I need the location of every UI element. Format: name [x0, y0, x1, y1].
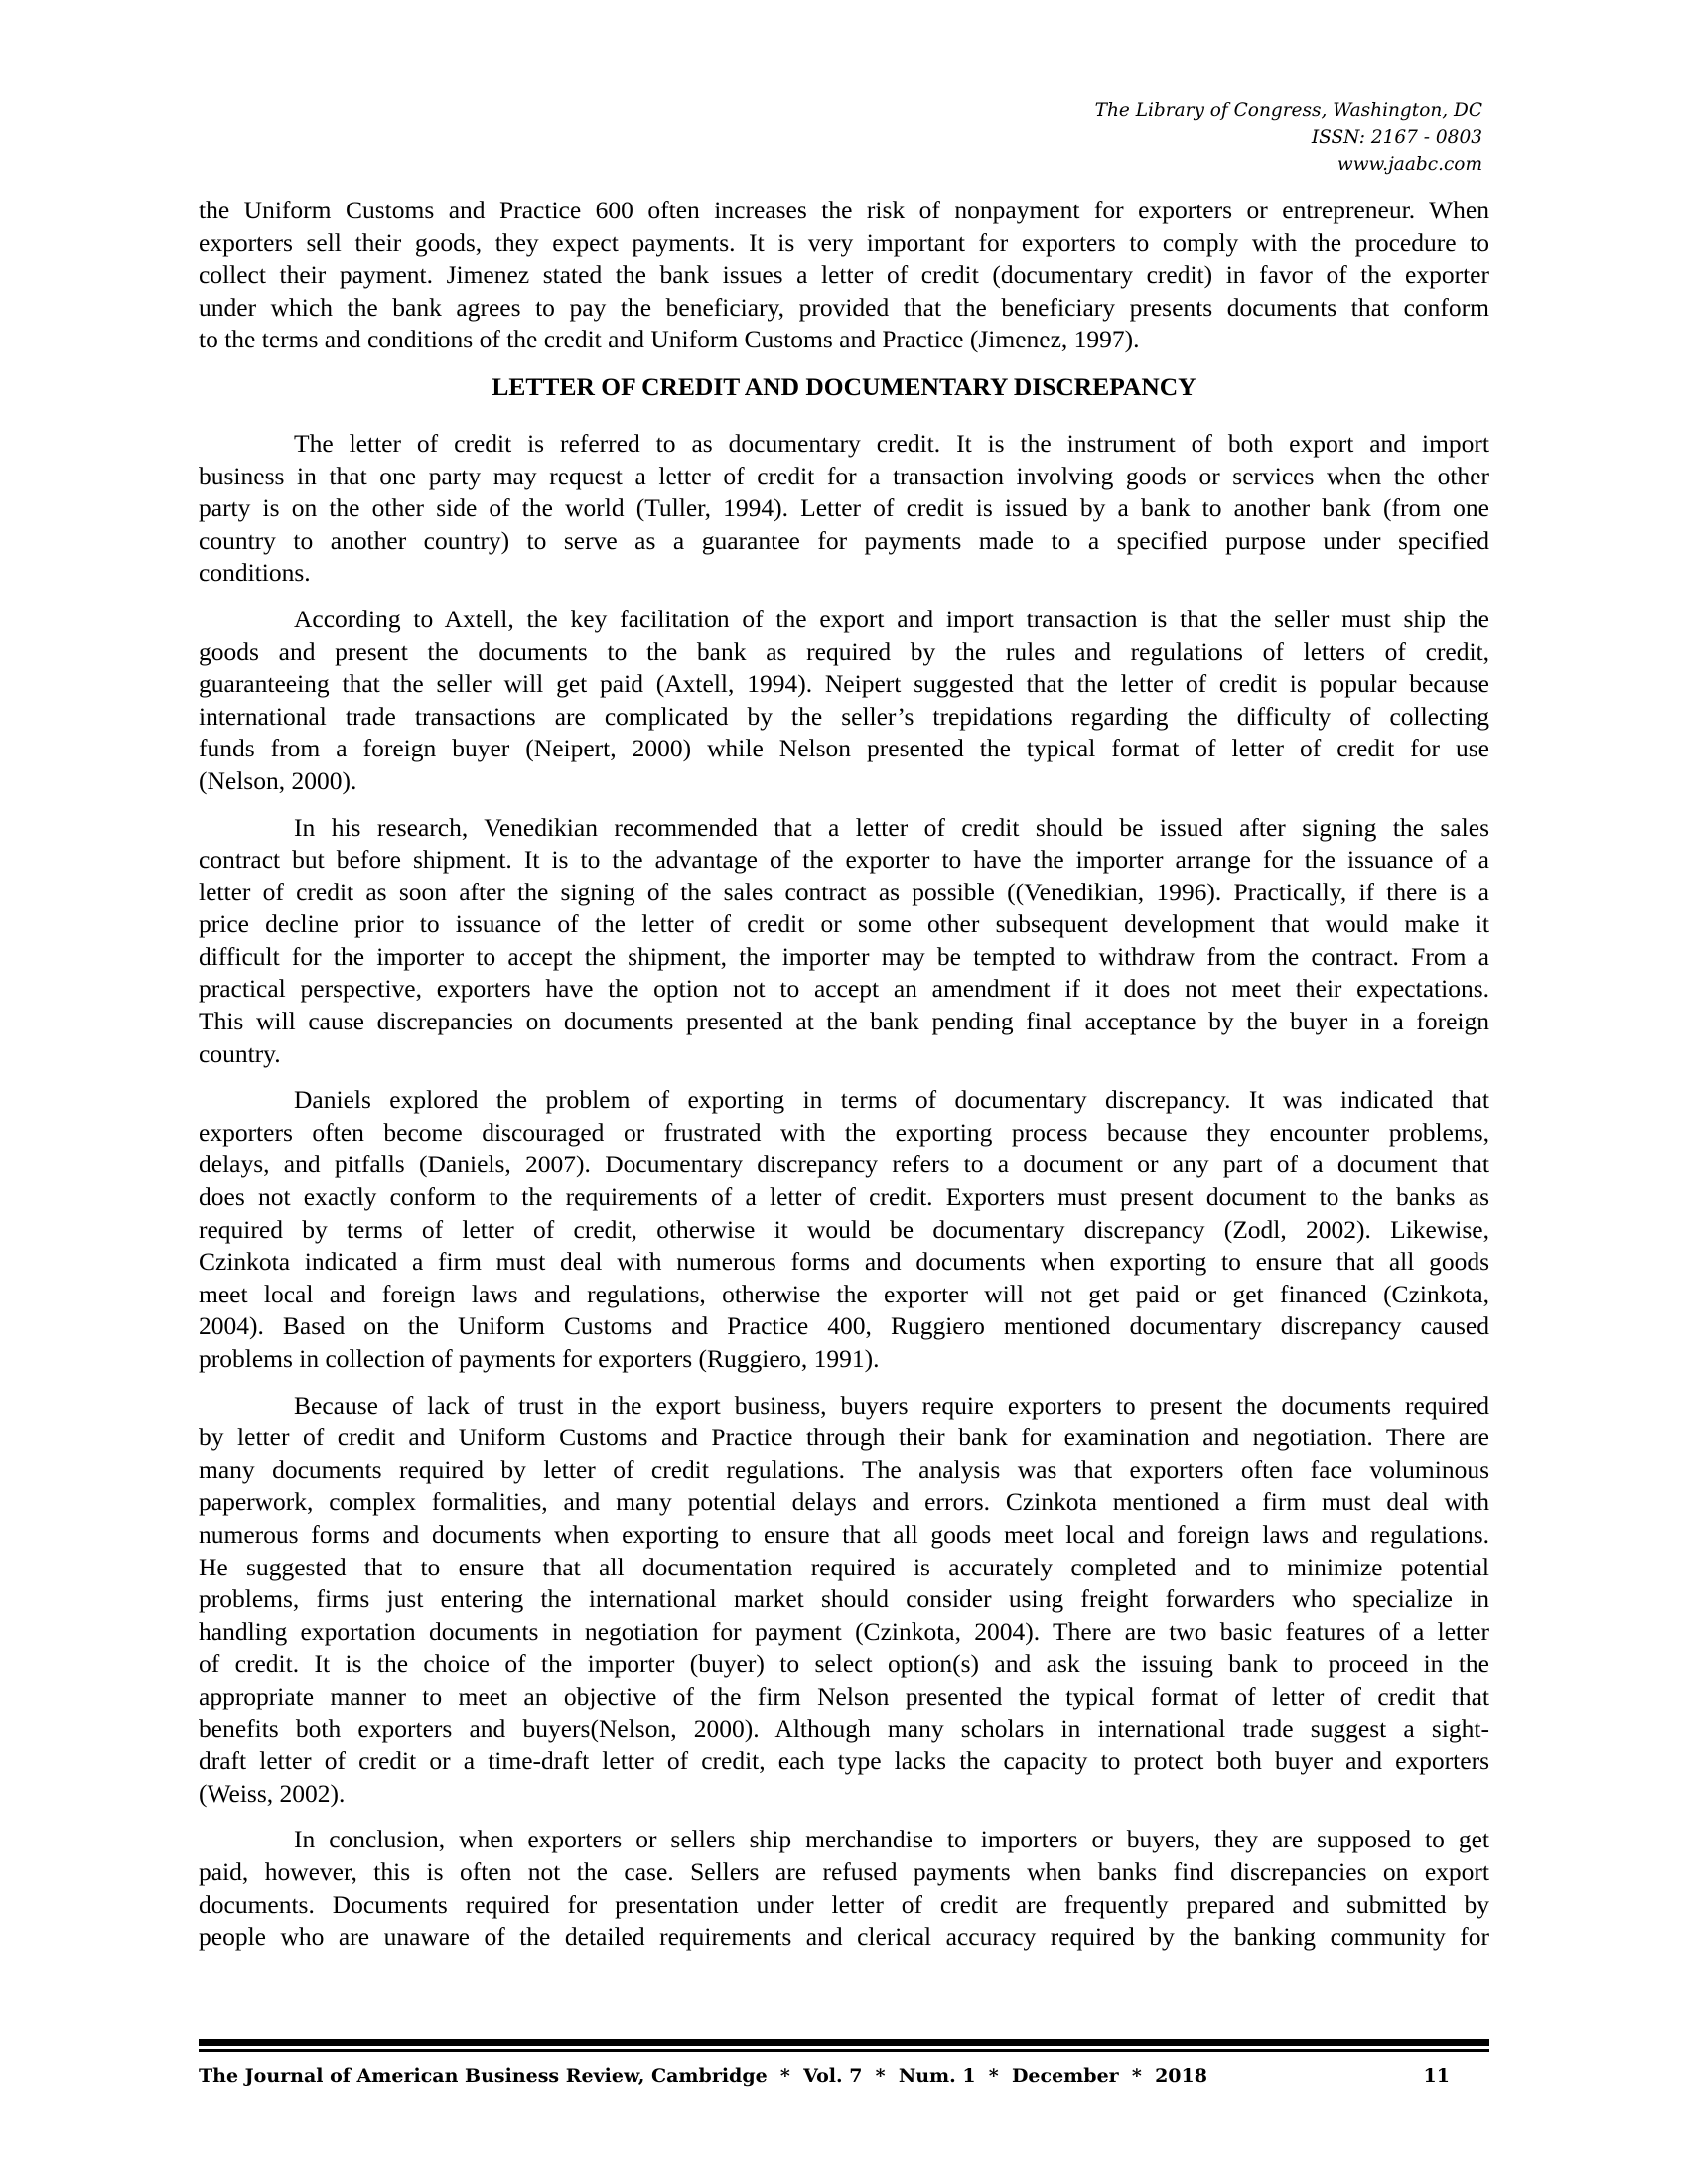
paragraph: [199, 812, 1489, 1071]
text-line: Daniels explored the problem of exporting in terms of documentary discrepancy. It was indicated that: [294, 1085, 1489, 1115]
text-line: international trade transactions are complicated by the seller’s trepidations regarding the difficulty of collecting: [199, 701, 1489, 731]
text-line: of credit. It is the choice of the importer (buyer) to select option(s) and ask the issuing bank to proceed in the: [199, 1649, 1489, 1679]
header-website: www.jaabc.com: [1336, 154, 1482, 175]
text-line: In conclusion, when exporters or sellers ship merchandise to importers or buyers, they are supposed to get: [294, 1825, 1489, 1854]
text-line: 2004). Based on the Uniform Customs and Practice 400, Ruggiero mentioned documentary discrepancy caused: [199, 1311, 1489, 1341]
text-line: (Weiss, 2002).: [199, 1778, 346, 1808]
text-line: benefits both exporters and buyers(Nelson, 2000). Although many scholars in international trade suggest a sight-: [199, 1713, 1489, 1743]
page-footer: [199, 2061, 1489, 2091]
text-line: collect their payment. Jimenez stated the bank issues a letter of credit (documentary credit) in favor of the exporter: [199, 260, 1489, 290]
text-line: According to Axtell, the key facilitation of the export and import transaction is that the seller must ship the: [294, 604, 1489, 633]
text-line: difficult for the importer to accept the shipment, the importer may be tempted to withdraw from the contract. From a: [199, 941, 1489, 971]
text-line: party is on the other side of the world (Tuller, 1994). Letter of credit is issued by a bank to another bank (from one: [199, 493, 1489, 523]
paragraph: [199, 1824, 1489, 1953]
text-line: by letter of credit and Uniform Customs and Practice through their bank for examination and negotiation. There are: [199, 1423, 1489, 1452]
text-line: In his research, Venedikian recommended that a letter of credit should be issued after signing the sales: [294, 812, 1489, 842]
text-line: practical perspective, exporters have the option not to accept an amendment if it does not meet their expectations.: [199, 974, 1489, 1004]
text-line: country to another country) to serve as a guarantee for payments made to a specified purpose under specified: [199, 525, 1489, 555]
article-body: [199, 195, 1489, 1968]
header-issn: ISSN: 2167 - 0803: [1311, 127, 1482, 148]
text-line: price decline prior to issuance of the letter of credit or some other subsequent development that would make it: [199, 909, 1489, 939]
text-line: appropriate manner to meet an objective of the firm Nelson presented the typical format of letter of credit that: [199, 1681, 1489, 1710]
text-line: Because of lack of trust in the export business, buyers require exporters to present the documents required: [294, 1390, 1489, 1420]
text-line: delays, and pitfalls (Daniels, 2007). Documentary discrepancy refers to a document or any part of a document that: [199, 1150, 1489, 1179]
text-line: He suggested that to ensure that all documentation required is accurately completed and to minimize potential: [199, 1552, 1489, 1581]
intro-paragraph: [199, 195, 1489, 356]
text-line: business in that one party may request a letter of credit for a transaction involving goods or services when the other: [199, 461, 1489, 490]
text-line: many documents required by letter of credit regulations. The analysis was that exporters often face voluminous: [199, 1454, 1489, 1484]
section-heading: LETTER OF CREDIT AND DOCUMENTARY DISCREPANCY: [492, 371, 1196, 401]
text-line: meet local and foreign laws and regulations, otherwise the exporter will not get paid or get financed (Czinkota,: [199, 1279, 1489, 1308]
text-line: paid, however, this is often not the case. Sellers are refused payments when banks find discrepancies on export: [199, 1856, 1489, 1886]
paragraph: [199, 428, 1489, 590]
text-line: draft letter of credit or a time-draft letter of credit, each type lacks the capacity to protect both buyer and exporters: [199, 1746, 1489, 1776]
text-line: guaranteeing that the seller will get paid (Axtell, 1994). Neipert suggested that the letter of credit is popular because: [199, 669, 1489, 699]
text-line: under which the bank agrees to pay the beneficiary, provided that the beneficiary presents documents that conform: [199, 292, 1489, 322]
text-line: exporters often become discouraged or frustrated with the exporting process because they encounter problems,: [199, 1117, 1489, 1147]
text-line: contract but before shipment. It is to the advantage of the exporter to have the importer arrange for the issuance of a: [199, 845, 1489, 875]
text-line: letter of credit as soon after the signing of the sales contract as possible ((Venedikian, 1996). Practically, if there is a: [199, 877, 1489, 906]
page-number: 11: [1423, 2065, 1450, 2087]
running-header: [1095, 97, 1482, 178]
header-library: The Library of Congress, Washington, DC: [1094, 100, 1482, 121]
text-line: (Nelson, 2000).: [199, 765, 357, 795]
footer-rule-thin: [199, 2049, 1489, 2052]
text-line: funds from a foreign buyer (Neipert, 2000) while Nelson presented the typical format of letter of credit for use: [199, 734, 1489, 763]
paragraph: [199, 604, 1489, 798]
text-line: documents. Documents required for presentation under letter of credit are frequently prepared and submitted by: [199, 1889, 1489, 1919]
text-line: required by terms of letter of credit, otherwise it would be documentary discrepancy (Zodl, 2002). Likewise,: [199, 1214, 1489, 1244]
text-line: Czinkota indicated a firm must deal with numerous forms and documents when exporting to ensure that all goods: [199, 1247, 1489, 1277]
text-line: numerous forms and documents when exporting to ensure that all goods meet local and foreign laws and regulations.: [199, 1519, 1489, 1549]
paragraphs: [199, 428, 1489, 1954]
text-line: exporters sell their goods, they expect payments. It is very important for exporters to comply with the procedure to: [199, 227, 1489, 257]
text-line: goods and present the documents to the bank as required by the rules and regulations of letters of credit,: [199, 636, 1489, 666]
text-line: country.: [199, 1038, 281, 1068]
text-line: paperwork, complex formalities, and many potential delays and errors. Czinkota mentioned a firm must deal with: [199, 1487, 1489, 1517]
text-line: problems in collection of payments for exporters (Ruggiero, 1991).: [199, 1344, 880, 1373]
text-line: people who are unaware of the detailed requirements and clerical accuracy required by the banking community for: [199, 1922, 1489, 1952]
text-line: The letter of credit is referred to as documentary credit. It is the instrument of both export and import: [294, 428, 1489, 458]
text-line: to the terms and conditions of the credit and Uniform Customs and Practice (Jimenez, 1997).: [199, 325, 1140, 354]
text-line: conditions.: [199, 558, 311, 588]
text-line: does not exactly conform to the requirements of a letter of credit. Exporters must present document to the banks as: [199, 1182, 1489, 1212]
footer-journal: The Journal of American Business Review, Cambridge * Vol. 7 * Num. 1 * December * 2018: [199, 2065, 1207, 2087]
text-line: problems, firms just entering the international market should consider using freight forwarders who specialize in: [199, 1584, 1489, 1614]
text-line: the Uniform Customs and Practice 600 often increases the risk of nonpayment for exporters or entrepreneur. When: [199, 196, 1489, 224]
text-line: This will cause discrepancies on documents presented at the bank pending final acceptance by the buyer in a foreign: [199, 1007, 1489, 1036]
paragraph: [199, 1084, 1489, 1375]
text-line: handling exportation documents in negotiation for payment (Czinkota, 2004). There are two basic features of a letter: [199, 1616, 1489, 1646]
paragraph: [199, 1390, 1489, 1811]
footer-rule-thick: [199, 2039, 1489, 2046]
